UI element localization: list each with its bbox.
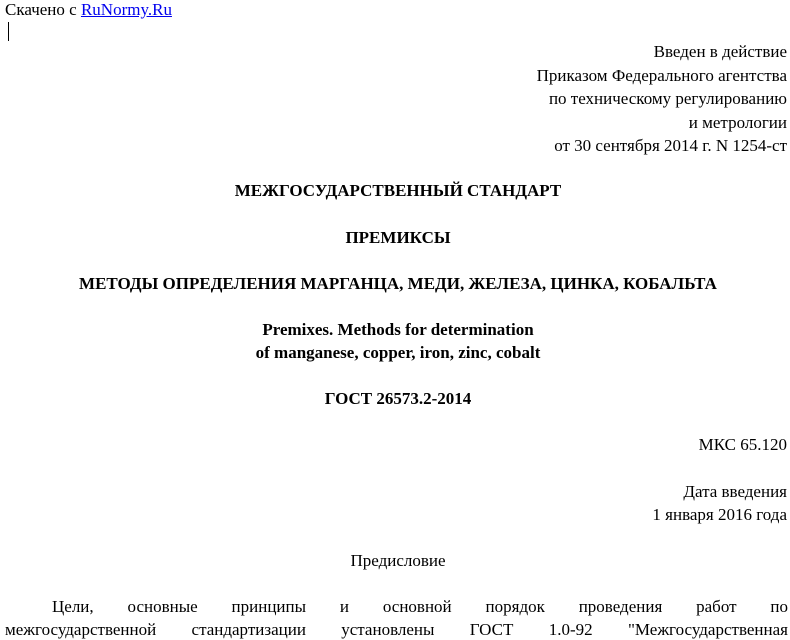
- enactment-line-3: по техническому регулированию: [548, 89, 787, 108]
- english-title-line-2: of manganese, copper, iron, zinc, cobalt: [255, 343, 541, 362]
- subject-heading: ПРЕМИКСЫ: [345, 228, 451, 247]
- source-note: [5, 0, 172, 20]
- effective-date-label: Дата введения: [683, 482, 787, 501]
- english-title-line-1: Premixes. Methods for determination: [262, 320, 534, 339]
- foreword-heading: Предисловие: [350, 551, 446, 570]
- foreword-paragraph-line-1: Цели, основные принципы и основной порядок проведения работ по: [52, 597, 788, 616]
- mks-code: МКС 65.120: [698, 435, 787, 454]
- foreword-paragraph-line-2: межгосударственной стандартизации установлены ГОСТ 1.0-92 "Межгосударственная: [5, 620, 788, 639]
- standard-code: ГОСТ 26573.2-2014: [324, 389, 472, 408]
- effective-date-value: 1 января 2016 года: [652, 505, 787, 524]
- enactment-line-4: и метрологии: [688, 113, 787, 132]
- text-cursor: [8, 22, 9, 41]
- source-link[interactable]: RuNormy.Ru: [80, 0, 172, 19]
- enactment-line-2: Приказом Федерального агентства: [536, 66, 787, 85]
- enactment-line-5: от 30 сентября 2014 г. N 1254-ст: [554, 136, 787, 155]
- enactment-line-1: Введен в действие: [653, 42, 787, 61]
- standard-type-heading: МЕЖГОСУДАРСТВЕННЫЙ СТАНДАРТ: [234, 181, 562, 200]
- methods-heading: МЕТОДЫ ОПРЕДЕЛЕНИЯ МАРГАНЦА, МЕДИ, ЖЕЛЕЗА, ЦИНКА, КОБАЛЬТА: [79, 274, 717, 293]
- source-prefix: Скачено с: [5, 0, 81, 19]
